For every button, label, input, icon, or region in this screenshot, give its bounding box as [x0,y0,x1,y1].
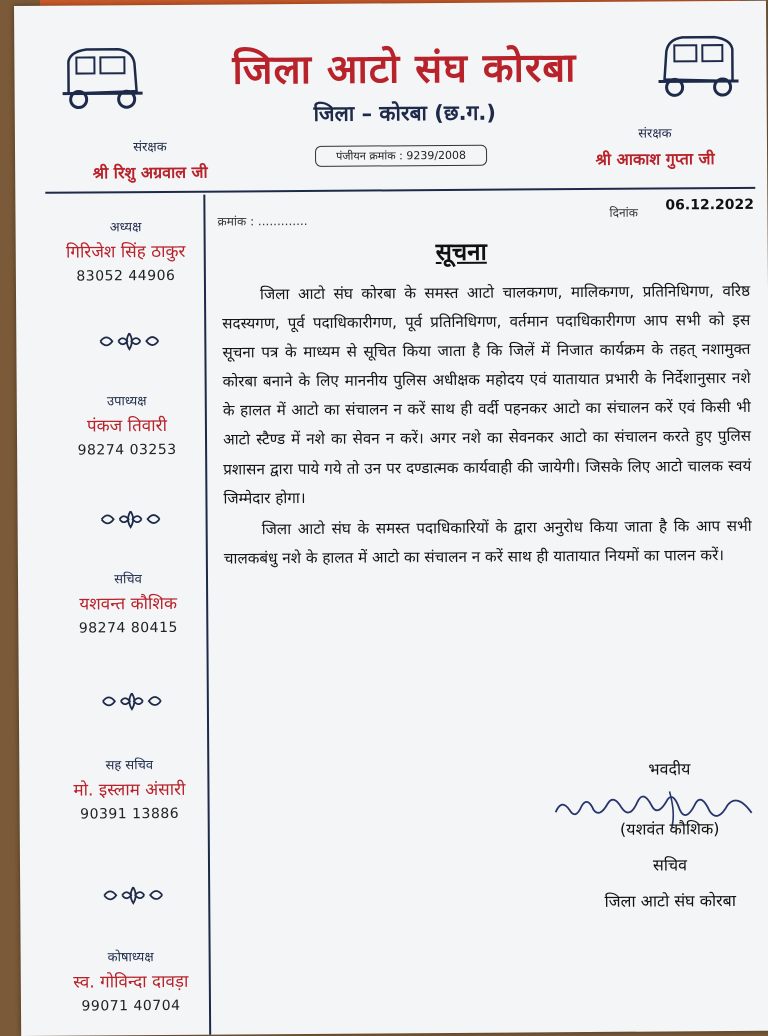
office-bearer [45,217,205,285]
patron-title: संरक्षक [638,126,672,142]
office-title: अध्यक्ष [109,220,142,236]
date-label: दिनांक [609,205,638,220]
office-bearer [47,391,207,459]
office-phone: 98274 03253 [77,441,177,459]
flourish-ornament-icon [94,329,164,353]
signoff-block [559,757,768,927]
office-name: मो. इस्लाम अंसारी [73,779,186,801]
office-title: सह सचिव [105,758,154,774]
signatory-designation: सचिव [652,855,688,875]
office-bearer [51,947,211,1015]
office-name: गिरिजेश सिंह ठाकुर [65,241,186,263]
office-title: उपाध्यक्ष [106,394,147,410]
office-phone: 98274 80415 [78,619,178,637]
flourish-ornament-icon [97,689,167,713]
notice-heading: सूचना [435,237,487,267]
office-bearers-sidebar [45,205,205,1015]
signatory-organization: जिला आटो संघ कोरबा [604,890,737,911]
patron-name: श्री आकाश गुप्ता जी [595,149,715,169]
flourish-ornament-icon [96,507,166,531]
office-name: पंकज तिवारी [86,415,168,437]
notice-paragraph: जिला आटो संघ के समस्त पदाधिकारियों के द्वारा अनुरोध किया जाता है कि आप सभी चालकबंधु नशे के हालत में आटो का संचालन न करें साथ ही यातायात नियमों का पालन करें। [223,516,752,568]
office-bearer [49,755,209,823]
letterhead-page [14,1,768,1036]
organization-title: जिला आटो संघ कोरबा [232,45,577,94]
notice-paragraph: जिला आटो संघ कोरबा के समस्त आटो चालकगण, मालिकगण, प्रतिनिधिगण, वरिष्ठ सदस्यगण, पूर्व पदाधिकारीगण, पूर्व प्रतिनिधिगण, वर्तमान पदाधिकारीगण आप सभी को इस सूचना पत्र के माध्यम से सूचित किया जाता है कि जिलें में निजात कार्यक्रम के तहत् नशामुक्त कोरबा बनाने के लिए माननीय पुलिस अधीक्षक महोदय एवं यातायात प्रभारी के निर्देशानुसार नशे के हालत में आटो का संचालन न करें साथ ही वर्दी पहनकर आटो का संचालन करें एवं किसी भी आटो स्टैण्ड में नशे का सेवन न करें। अगर नशे का सेवनकर आटो का संचालन करते हुए पुलिस प्रशासन द्वारा पाये गये तो उन पर दण्डात्मक कार्यवाही की जायेगी। जिसके लिए आटो चालक स्वयं जिम्मेदार होगा। [222,281,752,508]
office-title: सचिव [114,572,142,588]
reference-number: क्रमांक : ............. [217,213,308,229]
office-title: कोषाध्यक्ष [107,950,154,966]
date-value: 06.12.2022 [665,196,755,214]
office-phone: 90391 13886 [80,805,180,823]
office-phone: 83052 44906 [76,267,176,285]
auto-rickshaw-icon [56,43,146,114]
closing: भवदीय [648,759,691,779]
patron-name: श्री रिशु अग्रवाल जी [92,162,208,183]
office-name: स्व. गोविन्दा दावड़ा [73,971,189,993]
office-name: यशवन्त कौशिक [79,593,178,615]
signatory-name: (यशवंत कौशिक) [619,819,720,839]
office-phone: 99071 40704 [81,997,181,1015]
patron-left [65,136,235,183]
district-subtitle: जिला – कोरबा (छ.ग.) [313,100,497,126]
header-divider [45,187,755,194]
office-bearer [48,569,208,637]
patron-right [560,123,750,170]
flourish-ornament-icon [98,883,168,907]
patron-title: संरक्षक [133,139,167,156]
auto-rickshaw-icon [654,31,744,102]
registration-number: पंजीयन क्रमांक : 9239/2008 [315,145,487,167]
notice-body [222,277,752,574]
